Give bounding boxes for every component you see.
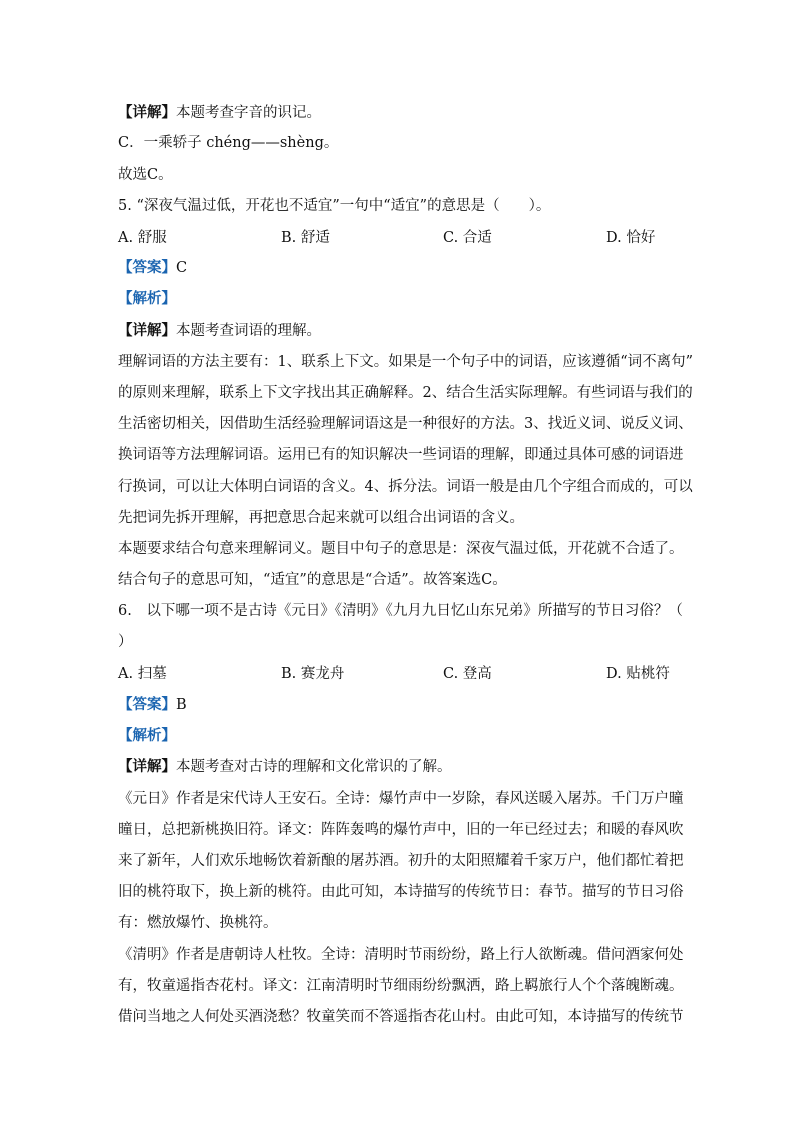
q6-para1-line: 曈日，总把新桃换旧符。译文：阵阵轰鸣的爆竹声中，旧的一年已经过去；和暖的春风吹 [118, 822, 684, 838]
detail-tag: 【详解】 [118, 104, 176, 121]
answer-value: B [176, 697, 187, 713]
q4-conclusion: 故选C。 [118, 167, 173, 183]
q5-para1-line: 生活密切相关，因借助生活经验理解词语这是一种很好的方法。3、找近义词、说反义词、 [118, 416, 693, 432]
q6-analysis-heading [118, 727, 674, 745]
q5-para2-line: 本题要求结合句意来理解词义。题目中句子的意思是：深夜气温过低，开花就不合适了。 [118, 541, 684, 557]
q5-para1-line: 的原则来理解，联系上下文字找出其正确解释。2、结合生活实际理解。有些词语与我们的 [118, 385, 693, 401]
q4-detail-line [118, 104, 674, 122]
q6-answer [118, 696, 674, 714]
q5-option-a: A. 舒服 [118, 230, 167, 246]
q6-option-c: C. 登高 [443, 666, 492, 682]
detail-text: 本题考查字音的识记。 [176, 105, 321, 121]
q6-option-b: B. 赛龙舟 [281, 666, 345, 682]
q5-para1-line: 行换词，可以让大体明白词语的含义。4、拆分法。词语一般是由几个字组合而成的，可以 [118, 479, 693, 495]
q4-option-c-explanation: C．一乘轿子 chéng——shèng。 [118, 135, 339, 151]
analysis-tag: 【解析】 [118, 290, 176, 307]
q6-para1-line: 来了新年，人们欢乐地畅饮着新酿的屠苏酒。初升的太阳照耀着千家万户，他们都忙着把 [118, 853, 684, 869]
answer-tag: 【答案】 [118, 696, 176, 713]
q6-option-d: D. 贴桃符 [606, 666, 670, 682]
q6-para2-line: 《清明》作者是唐朝诗人杜牧。全诗：清明时节雨纷纷，路上行人欲断魂。借问酒家何处 [118, 947, 684, 963]
q6-option-a: A. 扫墓 [118, 666, 167, 682]
q5-answer [118, 259, 674, 277]
answer-value: C [176, 260, 188, 276]
q5-option-d: D. 恰好 [606, 230, 656, 246]
detail-tag: 【详解】 [118, 758, 176, 775]
q5-para1-line: 先把词先拆开理解，再把意思合起来就可以组合出词语的含义。 [118, 510, 524, 526]
q5-option-b: B. 舒适 [281, 230, 330, 246]
q5-option-c: C. 合适 [443, 230, 492, 246]
q5-question: 5. “深夜气温过低，开花也不适宜”一句中“适宜”的意思是（ ）。 [118, 198, 551, 214]
q6-para1-line: 《元日》作者是宋代诗人王安石。全诗：爆竹声中一岁除，春风送暖入屠苏。千门万户曈 [118, 791, 684, 807]
q6-detail-line [118, 758, 674, 776]
q6-question-cont: ） [118, 634, 133, 650]
q6-para1-line: 有：燃放爆竹、换桃符。 [118, 915, 278, 931]
q5-detail-line [118, 322, 674, 340]
q6-para2-line: 有，牧童遥指杏花村。译文：江南清明时节细雨纷纷飘洒，路上羁旅行人个个落魄断魂。 [118, 978, 684, 994]
q6-question: 6. 以下哪一项不是古诗《元日》《清明》《九月九日忆山东兄弟》所描写的节日习俗？（ [118, 603, 683, 619]
detail-tag: 【详解】 [118, 322, 176, 339]
answer-tag: 【答案】 [118, 259, 176, 276]
detail-text: 本题考查词语的理解。 [176, 323, 321, 339]
q5-analysis-heading [118, 290, 674, 308]
q6-para1-line: 旧的桃符取下，换上新的桃符。由此可知，本诗描写的传统节日：春节。描写的节日习俗 [118, 884, 684, 900]
q6-para2-line: 借问当地之人何处买酒浇愁？牧童笑而不答遥指杏花山村。由此可知，本诗描写的传统节 [118, 1009, 684, 1025]
q5-para2-line: 结合句子的意思可知，“适宜”的意思是“合适”。故答案选C。 [118, 572, 507, 588]
q5-para1-line: 换词语等方法理解词语。运用已有的知识解决一些词语的理解，即通过具体可感的词语进 [118, 447, 684, 463]
detail-text: 本题考查对古诗的理解和文化常识的了解。 [176, 759, 452, 775]
q5-para1-line: 理解词语的方法主要有：1、联系上下文。如果是一个句子中的词语，应该遵循“词不离句” [118, 354, 694, 370]
analysis-tag: 【解析】 [118, 727, 176, 744]
